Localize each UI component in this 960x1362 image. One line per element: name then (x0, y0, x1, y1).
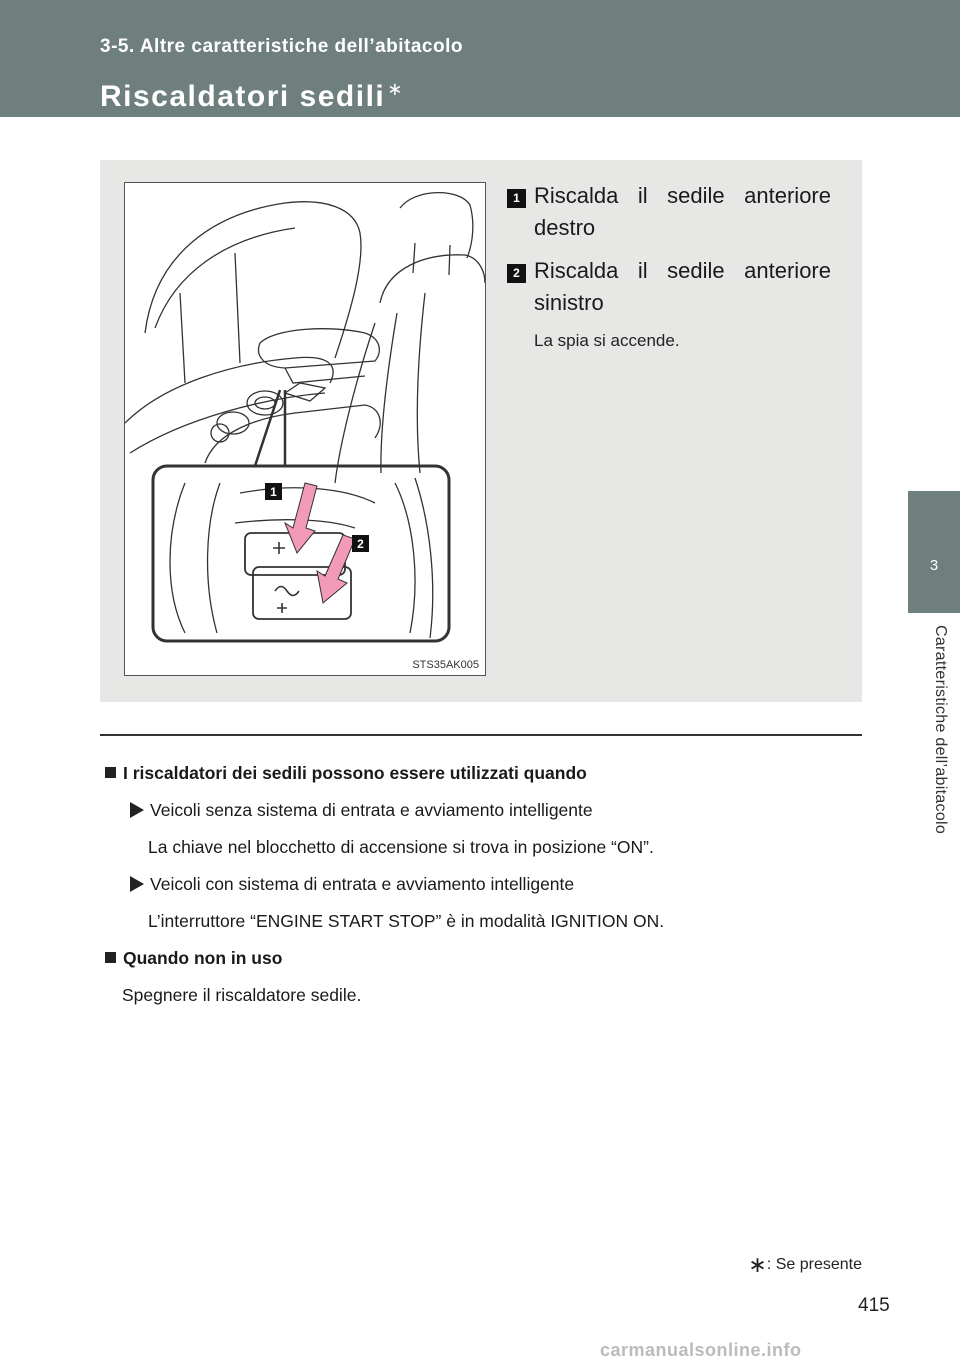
callout-number: 1 (507, 189, 526, 208)
section-heading (105, 945, 865, 971)
optional-marker: ∗ (387, 79, 404, 99)
left-seat-back (145, 202, 361, 358)
figure-badge-2-text: 2 (357, 537, 364, 551)
figure-badge-1-text: 1 (270, 485, 277, 499)
condition-label (105, 797, 865, 823)
optional-marker: ∗ (748, 1252, 767, 1277)
condition-label (105, 871, 865, 897)
callout-item (507, 255, 831, 319)
seat-drawing (125, 183, 485, 675)
footnote-text: : Se presente (766, 1256, 862, 1273)
chapter-title: Caratteristiche dell’abitacolo (932, 625, 949, 835)
square-bullet-icon (105, 952, 116, 963)
condition-detail: La chiave nel blocchetto di accensione si trova in posizione “ON”. (148, 837, 654, 857)
section-label: 3-5. Altre caratteristiche dell’abitacolo (100, 36, 463, 57)
body-text (105, 760, 865, 1008)
right-headrest (400, 193, 473, 258)
triangle-bullet-icon (130, 802, 144, 818)
callout-item (507, 180, 831, 244)
detail-frame (153, 466, 449, 641)
condition-label-text: Veicoli senza sistema di entrata e avviamento intelligente (150, 800, 593, 820)
footnote (748, 1252, 862, 1278)
callout-text: Riscalda il sedile anteriore sinistro (534, 258, 831, 315)
divider (100, 734, 862, 736)
callout-number: 2 (507, 264, 526, 283)
page-title (100, 72, 404, 114)
armrest (259, 329, 380, 368)
section-heading-text: Quando non in uso (123, 948, 283, 968)
section-heading-text: I riscaldatori dei sedili possono essere utilizzati quando (123, 763, 587, 783)
figure-code: STS35AK005 (412, 659, 479, 671)
section-text: Spegnere il riscaldatore sedile. (122, 985, 362, 1005)
right-seat-back (380, 255, 485, 303)
callout-text: Riscalda il sedile anteriore destro (534, 183, 831, 240)
page-header (0, 0, 960, 117)
callout-list (507, 180, 831, 330)
condition-detail: L’interruttore “ENGINE START STOP” è in modalità IGNITION ON. (148, 911, 665, 931)
triangle-bullet-icon (130, 876, 144, 892)
left-seat-seam (155, 228, 295, 328)
chapter-tab (908, 491, 960, 613)
chapter-number: 3 (929, 557, 939, 574)
callout-note: La spia si accende. (534, 331, 680, 350)
section-heading (105, 760, 865, 786)
watermark: carmanualsonline.info (600, 1340, 802, 1360)
square-bullet-icon (105, 767, 116, 778)
seat-heater-illustration (124, 182, 486, 676)
arrow-button-1 (285, 483, 317, 553)
condition-label-text: Veicoli con sistema di entrata e avviamento intelligente (150, 874, 575, 894)
page-number: 415 (858, 1295, 890, 1316)
page-title-text: Riscaldatori sedili (100, 80, 386, 113)
